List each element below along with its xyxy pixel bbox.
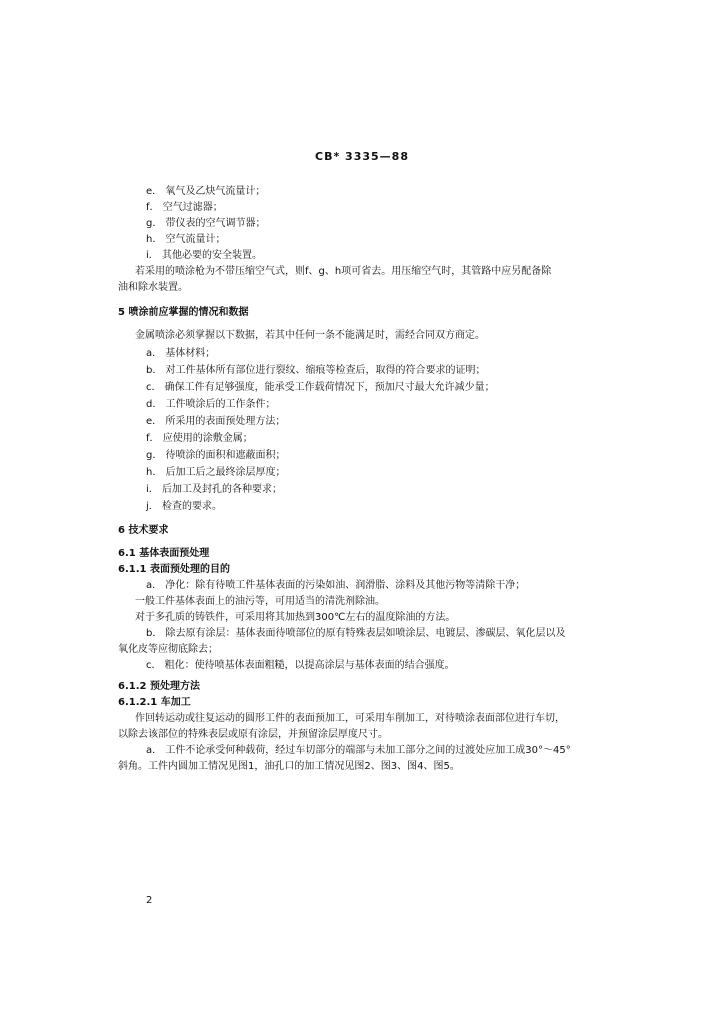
subsection-heading: 6.1.2 预处理方法 — [118, 681, 200, 692]
subsection-heading: 6.1.2.1 车加工 — [118, 697, 191, 708]
section-heading: 6 技术要求 — [118, 525, 169, 536]
list-item: a． 净化：除有待喷工件基体表面的污染如油、润滑脂、涂料及其他污物等清除干净； — [146, 580, 526, 591]
list-item: a． 工件不论承受何种载荷，经过车切部分的端部与未加工部分之间的过渡处应加工成30°～45° — [146, 745, 571, 756]
list-item: i． 后加工及封孔的各种要求； — [146, 484, 282, 495]
paragraph-line: 若采用的喷涂枪为不带压缩空气式，则f、g、h项可省去。用压缩空气时，其管路中应另配备除 — [135, 266, 552, 277]
page-number: 2 — [146, 895, 153, 906]
list-item: c． 确保工件有足够强度，能承受工作载荷情况下，预加尺寸最大允许减少量； — [146, 382, 495, 393]
paragraph-line: 斜角。工件内圆加工情况见图1，油孔口的加工情况见图2、图3、图4、图5。 — [118, 761, 460, 772]
subsection-heading: 6.1.1 表面预处理的目的 — [118, 564, 230, 575]
list-item: f． 空气过滤器； — [146, 202, 223, 213]
list-item: e． 氧气及乙炔气流量计； — [146, 186, 266, 197]
list-item: b． 对工件基体所有部位进行裂纹、缩痕等检查后，取得的符合要求的证明； — [146, 365, 486, 376]
list-item: a． 基体材料； — [146, 348, 216, 359]
paragraph-line: 以除去该部位的特殊表层或原有涂层，并预留涂层厚度尺寸。 — [118, 729, 388, 740]
list-item: h． 后加工后之最终涂层厚度； — [146, 467, 286, 478]
paragraph-line: 对于多孔质的铸铁件，可采用将其加热到300℃左右的温度除油的方法。 — [135, 612, 456, 623]
list-item: i． 其他必要的安全装置。 — [146, 250, 262, 261]
list-item: f． 应使用的涂敷金属； — [146, 433, 253, 444]
list-item: h． 空气流量计； — [146, 234, 226, 245]
list-item: e． 所采用的表面预处理方法； — [146, 416, 286, 427]
paragraph-line: 氧化皮等应彻底除去； — [118, 644, 218, 655]
list-item: b． 除去原有涂层：基体表面待喷部位的原有特殊表层如喷涂层、电镀层、渗碳层、氧化层以及 — [146, 628, 566, 639]
paragraph-line: 一般工件基体表面上的油污等，可用适当的清洗剂除油。 — [135, 596, 385, 607]
list-item: g． 待喷涂的面积和遮蔽面积； — [146, 450, 286, 461]
section-heading: 5 喷涂前应掌握的情况和数据 — [118, 307, 249, 318]
list-item: c． 粗化：使待喷基体表面粗糙，以提高涂层与基体表面的结合强度。 — [146, 660, 455, 671]
list-item: g． 带仪表的空气调节器； — [146, 218, 266, 229]
list-item: d． 工件喷涂后的工作条件； — [146, 399, 276, 410]
paragraph-line: 作回转运动或往复运动的圆形工件的表面预加工，可采用车削加工，对待喷涂表面部位进行车切， — [135, 713, 565, 724]
subsection-heading: 6.1 基体表面预处理 — [118, 548, 210, 559]
paragraph-line: 油和除水装置。 — [118, 282, 188, 293]
standard-number-header: CB* 3335—88 — [315, 150, 409, 163]
paragraph-line: 金属喷涂必须掌握以下数据，若其中任何一条不能满足时，需经合同双方商定。 — [135, 330, 485, 341]
list-item: j． 检查的要求。 — [146, 501, 222, 512]
